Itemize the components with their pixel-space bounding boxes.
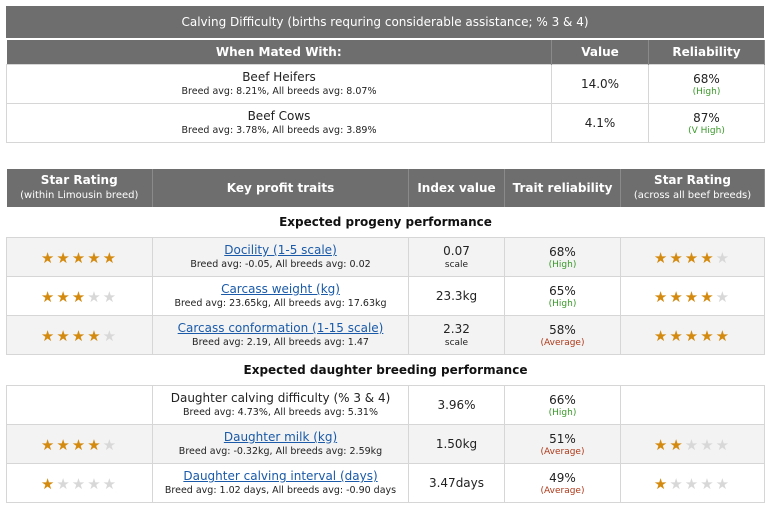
trait-row	[7, 316, 765, 355]
key-traits-header: Key profit traits	[153, 169, 409, 207]
trait-reliability: 51% (Average)	[505, 425, 621, 464]
trait-link[interactable]: Carcass conformation (1-15 scale)	[177, 321, 384, 335]
star-empty-icon: ★	[715, 287, 732, 306]
trait-cell	[153, 277, 409, 316]
index-value: 3.47days	[409, 464, 505, 503]
reliability-level: (High)	[548, 298, 577, 309]
star-empty-icon: ★	[102, 474, 119, 493]
star-empty-icon: ★	[87, 287, 103, 306]
trait-row	[7, 386, 765, 425]
trait-row	[7, 464, 765, 503]
cows-reliability: 87% (V High)	[649, 104, 765, 143]
value-header: Value	[552, 40, 649, 65]
index-value: 23.3kg	[409, 277, 505, 316]
reliability-header: Reliability	[649, 40, 765, 65]
star-empty-icon: ★	[715, 474, 732, 493]
star-empty-icon: ★	[102, 435, 119, 454]
trait-link[interactable]: Daughter milk (kg)	[223, 430, 338, 444]
star-filled-icon: ★	[653, 435, 670, 454]
reliability-level: (Average)	[540, 485, 585, 496]
star-filled-icon: ★	[40, 435, 57, 454]
star-rating-across	[621, 386, 765, 425]
trait-reliability: 66% (High)	[505, 386, 621, 425]
trait-link[interactable]: Carcass weight (kg)	[221, 282, 340, 296]
star-empty-icon: ★	[684, 435, 701, 454]
calving-table	[6, 40, 765, 143]
reliability-level: (High)	[548, 407, 577, 418]
reliability-level: (Average)	[540, 337, 585, 348]
trait-avg: Breed avg: 4.73%, All breeds avg: 5.31%	[183, 407, 378, 418]
star-filled-icon: ★	[56, 248, 72, 267]
trait-avg: Breed avg: 23.65kg, All breeds avg: 17.63kg	[174, 298, 387, 309]
star-empty-icon: ★	[102, 326, 119, 345]
star-filled-icon: ★	[56, 287, 72, 306]
star-filled-icon: ★	[684, 248, 701, 267]
star-filled-icon: ★	[653, 287, 670, 306]
star-filled-icon: ★	[40, 287, 57, 306]
trait-cell	[153, 386, 409, 425]
mated-with-header: When Mated With:	[7, 40, 552, 65]
star-filled-icon: ★	[653, 248, 670, 267]
star-rating-within	[7, 238, 153, 277]
index-value: 0.07 scale	[409, 238, 505, 277]
star-filled-icon: ★	[40, 248, 57, 267]
trait-avg: Breed avg: -0.05, All breeds avg: 0.02	[190, 259, 371, 270]
star-empty-icon: ★	[71, 474, 88, 493]
trait-reliability: 49% (Average)	[505, 464, 621, 503]
star-filled-icon: ★	[71, 435, 88, 454]
heifers-reliability: 68% (High)	[649, 65, 765, 104]
trait-row	[7, 277, 765, 316]
star-filled-icon: ★	[669, 287, 685, 306]
star-filled-icon: ★	[653, 326, 670, 345]
calving-row-heifers	[7, 65, 765, 104]
star-filled-icon: ★	[684, 326, 701, 345]
section-title: Expected daughter breeding performance	[7, 355, 765, 386]
star-filled-icon: ★	[102, 248, 119, 267]
index-value: 2.32 scale	[409, 316, 505, 355]
calving-title: Calving Difficulty (births requring considerable assistance; % 3 & 4)	[6, 6, 764, 40]
star-empty-icon: ★	[87, 474, 103, 493]
trait-reliability: 68% (High)	[505, 238, 621, 277]
trait-cell	[153, 464, 409, 503]
section-title: Expected progeny performance	[7, 207, 765, 238]
trait-reliability: 58% (Average)	[505, 316, 621, 355]
star-filled-icon: ★	[700, 287, 716, 306]
trait-row	[7, 425, 765, 464]
star-filled-icon: ★	[669, 326, 685, 345]
star-filled-icon: ★	[87, 435, 103, 454]
section-row	[7, 207, 765, 238]
star-empty-icon: ★	[102, 287, 119, 306]
star-rating-across	[621, 277, 765, 316]
trait-label: Daughter calving difficulty (% 3 & 4)	[170, 391, 391, 405]
star-rating-within	[7, 316, 153, 355]
trait-link[interactable]: Docility (1-5 scale)	[224, 243, 337, 257]
trait-cell	[153, 316, 409, 355]
star-filled-icon: ★	[653, 474, 670, 493]
star-filled-icon: ★	[669, 248, 685, 267]
star-rating-across	[621, 316, 765, 355]
star-filled-icon: ★	[684, 287, 701, 306]
heifers-value: 14.0%	[552, 65, 649, 104]
star-rating-within	[7, 277, 153, 316]
star-empty-icon: ★	[715, 248, 732, 267]
index-unit: scale	[444, 259, 469, 270]
star-rating-within	[7, 386, 153, 425]
star-empty-icon: ★	[700, 474, 716, 493]
star-filled-icon: ★	[71, 248, 88, 267]
star-filled-icon: ★	[700, 248, 716, 267]
index-value: 1.50kg	[409, 425, 505, 464]
star-filled-icon: ★	[71, 287, 88, 306]
star-filled-icon: ★	[87, 248, 103, 267]
star-empty-icon: ★	[700, 435, 716, 454]
star-empty-icon: ★	[684, 474, 701, 493]
star-filled-icon: ★	[56, 435, 72, 454]
trait-cell	[153, 238, 409, 277]
star-rating-within-header: Star Rating (within Limousin breed)	[7, 169, 153, 207]
trait-cell	[153, 425, 409, 464]
star-rating-across	[621, 464, 765, 503]
star-filled-icon: ★	[56, 326, 72, 345]
star-filled-icon: ★	[700, 326, 716, 345]
trait-avg: Breed avg: 1.02 days, All breeds avg: -0.90 days	[164, 485, 397, 496]
heifers-cell	[7, 65, 552, 104]
trait-link[interactable]: Daughter calving interval (days)	[183, 469, 378, 483]
index-value-header: Index value	[409, 169, 505, 207]
trait-reliability: 65% (High)	[505, 277, 621, 316]
star-empty-icon: ★	[56, 474, 72, 493]
star-filled-icon: ★	[669, 435, 685, 454]
star-empty-icon: ★	[669, 474, 685, 493]
star-empty-icon: ★	[715, 435, 732, 454]
trait-row	[7, 238, 765, 277]
section-row	[7, 355, 765, 386]
star-rating-within	[7, 425, 153, 464]
trait-avg: Breed avg: -0.32kg, All breeds avg: 2.59kg	[178, 446, 383, 457]
reliability-level: (Average)	[540, 446, 585, 457]
star-filled-icon: ★	[715, 326, 732, 345]
traits-header-row	[7, 169, 765, 207]
heifers-label: Beef Heifers	[242, 70, 316, 84]
star-filled-icon: ★	[40, 474, 57, 493]
star-rating-within	[7, 464, 153, 503]
star-rating-across	[621, 425, 765, 464]
calving-header-row	[7, 40, 765, 65]
reliability-level: (High)	[548, 259, 577, 270]
cows-cell	[7, 104, 552, 143]
index-unit: scale	[444, 337, 469, 348]
star-filled-icon: ★	[40, 326, 57, 345]
heifers-avg: Breed avg: 8.21%, All breeds avg: 8.07%	[181, 86, 377, 97]
calving-row-cows	[7, 104, 765, 143]
cows-avg: Breed avg: 3.78%, All breeds avg: 3.89%	[181, 125, 377, 136]
trait-reliability-header: Trait reliability	[505, 169, 621, 207]
star-filled-icon: ★	[87, 326, 103, 345]
index-value: 3.96%	[409, 386, 505, 425]
star-filled-icon: ★	[71, 326, 88, 345]
traits-table	[6, 169, 765, 503]
star-rating-across-header: Star Rating (across all beef breeds)	[621, 169, 765, 207]
trait-avg: Breed avg: 2.19, All breeds avg: 1.47	[192, 337, 369, 348]
cows-value: 4.1%	[552, 104, 649, 143]
cows-label: Beef Cows	[247, 109, 311, 123]
star-rating-across	[621, 238, 765, 277]
